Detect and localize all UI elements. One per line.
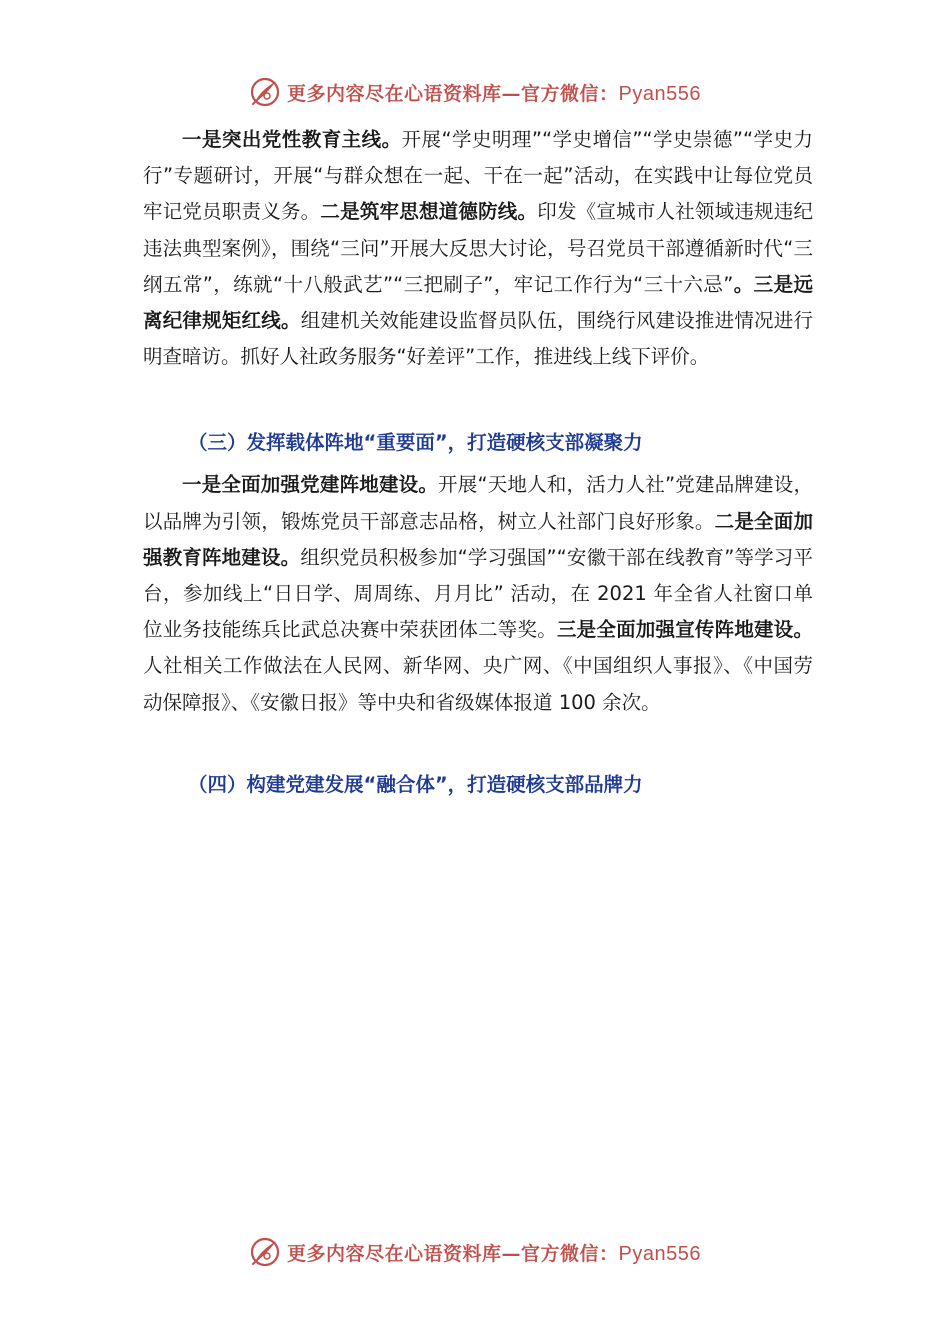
document-body bbox=[143, 122, 813, 803]
lead-phrase: 。三是远离纪律规矩红线。 bbox=[143, 272, 813, 333]
watermark-wechat-id: Pyan556 bbox=[618, 82, 701, 105]
paragraph-text: 开展“天地人和，活力人社”党建品牌建设，以品牌为引领，锻炼党员干部意志品格，树立人社部门良好形象。 bbox=[143, 473, 813, 533]
footer-watermark bbox=[0, 1232, 950, 1272]
paragraph-positions-building bbox=[143, 467, 813, 720]
watermark-text bbox=[287, 1239, 701, 1266]
lead-phrase: 三是全面加强宣传阵地建设。 bbox=[556, 618, 813, 642]
paragraph-text: 印发《宣城市人社领域违规违纪违法典型案例》，围绕“三问”开展大反思大讨论，号召党员干部遵循新时代“三纲五常”，练就“十八般武艺”“三把刷子”，牢记工作行为“三十六忌” bbox=[143, 200, 813, 296]
section-heading-3: （三）发挥载体阵地“重要面”，打造硬核支部凝聚力 bbox=[188, 431, 643, 455]
paragraph-party-education bbox=[143, 122, 813, 375]
lead-phrase: 一是突出党性教育主线。 bbox=[182, 128, 402, 151]
lead-phrase: 一是全面加强党建阵地建设。 bbox=[182, 473, 439, 497]
section-heading-4: （四）构建党建发展“融合体”，打造硬核支部品牌力 bbox=[188, 772, 643, 796]
header-watermark bbox=[0, 72, 950, 112]
paragraph-text: 人社相关工作做法在人民网、新华网、央广网、《中国组织人事报》、《中国劳动保障报》、《安徽日报》等中央和省级媒体报道 100 余次。 bbox=[143, 654, 813, 714]
watermark-slogan: 更多内容尽在心语资料库—官方微信： bbox=[287, 82, 619, 105]
pen-quill-logo-icon bbox=[249, 76, 281, 108]
watermark-wechat-id: Pyan556 bbox=[618, 1242, 701, 1265]
lead-phrase: 二是全面加强教育阵地建设。 bbox=[143, 509, 813, 569]
watermark-text bbox=[287, 79, 701, 106]
paragraph-text: 组建机关效能建设监督员队伍，围绕行风建设推进情况进行明查暗访。抓好人社政务服务“好差评”工作，推进线上线下评价。 bbox=[143, 309, 813, 369]
lead-phrase: 二是筑牢思想道德防线。 bbox=[320, 200, 538, 224]
paragraph-text: 开展“学史明理”“学史增信”“学史崇德”“学史力行”专题研讨，开展“与群众想在一起、干在一起”活动，在实践中让每位党员牢记党员职责义务。 bbox=[143, 128, 813, 224]
paragraph-text: 组织党员积极参加“学习强国”“安徽干部在线教育”等学习平台，参加线上“日日学、周周练、月月比” 活动，在 2021 年全省人社窗口单位业务技能练兵比武总决赛中荣获团体二等奖。 bbox=[143, 545, 813, 642]
watermark-slogan: 更多内容尽在心语资料库—官方微信： bbox=[287, 1242, 619, 1265]
pen-quill-logo-icon bbox=[249, 1236, 281, 1268]
